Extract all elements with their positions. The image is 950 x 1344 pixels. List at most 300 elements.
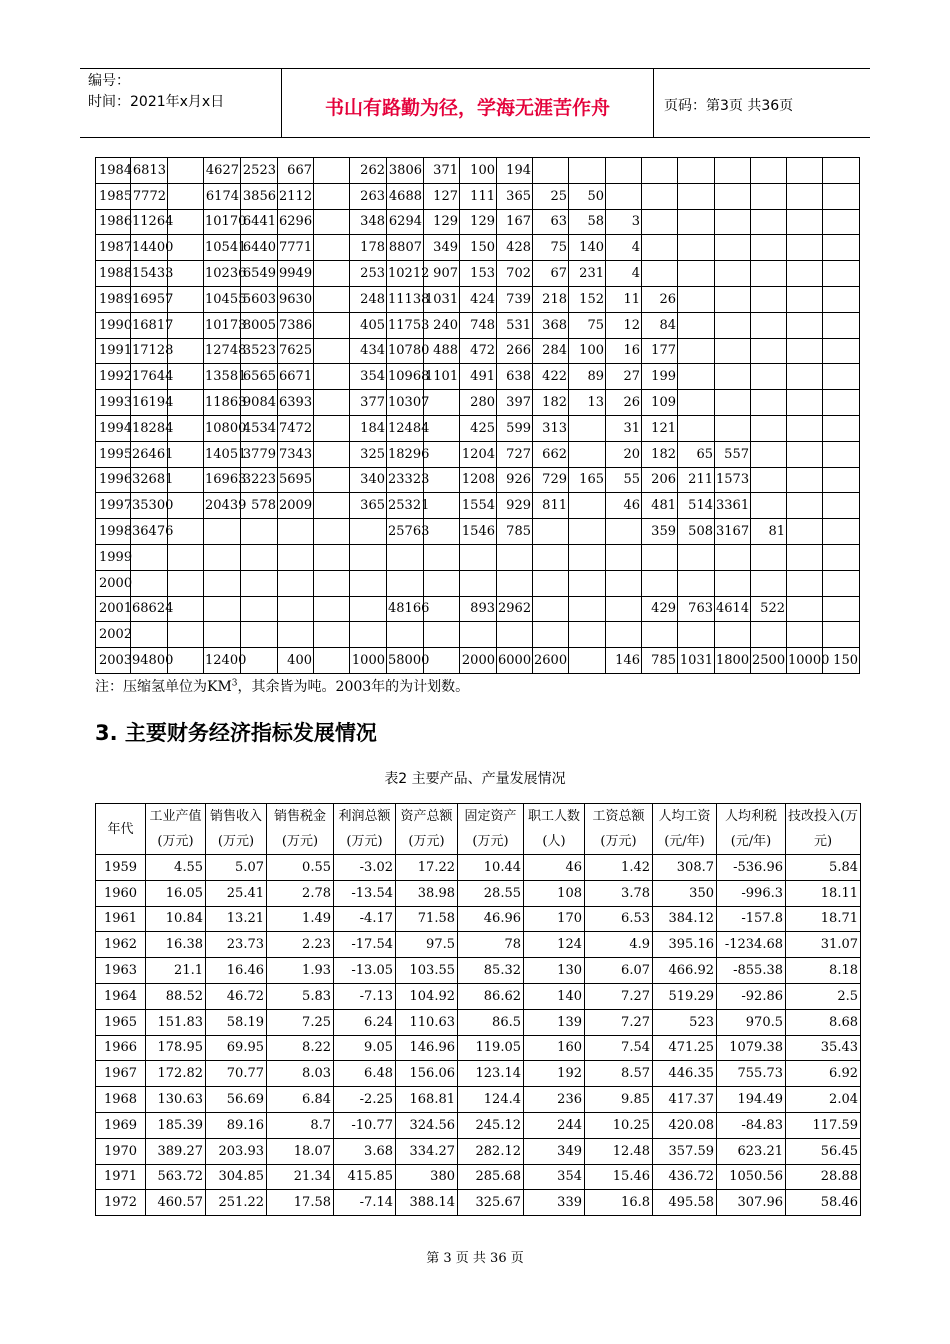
table-cell — [533, 596, 569, 622]
column-header: 人均工资(元/年) — [653, 804, 717, 855]
table-cell: 4.9 — [585, 932, 653, 958]
table-cell: 12 — [606, 312, 642, 338]
table-row — [96, 983, 861, 1009]
table-cell: 84 — [642, 312, 678, 338]
table-cell: 10173 — [204, 312, 241, 338]
table-cell — [569, 415, 606, 441]
table-cell: 371 — [424, 158, 460, 184]
table-cell — [314, 441, 350, 467]
table-cell — [314, 415, 350, 441]
table-row — [96, 338, 860, 364]
table-cell — [715, 622, 751, 648]
row-year: 1997 — [96, 493, 131, 519]
table-cell: 14051 — [204, 441, 241, 467]
note-text: 注：压缩氢单位为KM — [95, 679, 232, 695]
table-cell: 1204 — [460, 441, 497, 467]
table-cell — [278, 622, 314, 648]
table-cell — [168, 183, 204, 209]
table-cell: 6.48 — [334, 1061, 396, 1087]
table-cell: 129 — [460, 209, 497, 235]
table-cell: 97.5 — [396, 932, 458, 958]
table-row — [96, 1164, 861, 1190]
row-year: 1989 — [96, 286, 131, 312]
table-cell: 2000 — [460, 648, 497, 674]
table-cell — [751, 261, 787, 287]
table-cell: 4627 — [204, 158, 241, 184]
table-row — [96, 1035, 861, 1061]
table-cell: 1101 — [424, 364, 460, 390]
row-year: 1994 — [96, 415, 131, 441]
table-cell — [131, 622, 168, 648]
table-cell: 104.92 — [396, 983, 458, 1009]
table-cell — [823, 312, 860, 338]
table-cell — [314, 544, 350, 570]
table-cell: 13581 — [204, 364, 241, 390]
row-year: 1996 — [96, 467, 131, 493]
table-cell: 146.96 — [396, 1035, 458, 1061]
table-cell: 211 — [678, 467, 715, 493]
table-cell — [787, 467, 823, 493]
table-cell — [497, 622, 533, 648]
table-cell: 282.12 — [458, 1138, 524, 1164]
table-cell: 325.67 — [458, 1190, 524, 1216]
table-cell: 81 — [751, 519, 787, 545]
table-cell — [751, 570, 787, 596]
table-cell — [715, 209, 751, 235]
table-cell: 365 — [497, 183, 533, 209]
table-cell — [314, 596, 350, 622]
table-cell: 86.5 — [458, 1009, 524, 1035]
table-cell: 6000 — [497, 648, 533, 674]
table-cell: 130 — [524, 958, 585, 984]
table-cell: 3806 — [387, 158, 424, 184]
table-cell: 165 — [569, 467, 606, 493]
table-cell: 6.84 — [267, 1087, 334, 1113]
table-cell: 7625 — [278, 338, 314, 364]
table-cell — [424, 570, 460, 596]
table-row — [96, 1190, 861, 1216]
table-cell: 8005 — [241, 312, 278, 338]
table-cell: 25763 — [387, 519, 424, 545]
table-cell: 7.27 — [585, 1009, 653, 1035]
table-cell: 1000 — [350, 648, 387, 674]
table-cell — [314, 183, 350, 209]
table-cell: 89.16 — [206, 1112, 267, 1138]
table-cell — [751, 235, 787, 261]
table-cell: 156.06 — [396, 1061, 458, 1087]
table-cell: 231 — [569, 261, 606, 287]
table-cell: 8.18 — [786, 958, 861, 984]
table-cell: 10212 — [387, 261, 424, 287]
table-cell: 727 — [497, 441, 533, 467]
table-cell: 20 — [606, 441, 642, 467]
table-cell: 6294 — [387, 209, 424, 235]
table-cell: 67 — [533, 261, 569, 287]
table-cell — [314, 622, 350, 648]
table-cell: 380 — [396, 1164, 458, 1190]
table-cell: 6.92 — [786, 1061, 861, 1087]
table-cell: 325 — [350, 441, 387, 467]
table-cell: 244 — [524, 1112, 585, 1138]
table-cell: 1050.56 — [717, 1164, 786, 1190]
table-cell: 18296 — [387, 441, 424, 467]
table-cell: 94800 — [131, 648, 168, 674]
table-cell: 1546 — [460, 519, 497, 545]
table-cell: 307.96 — [717, 1190, 786, 1216]
table-cell: 563.72 — [146, 1164, 206, 1190]
table-cell: 400 — [278, 648, 314, 674]
table-row — [96, 648, 860, 674]
table-cell: 117.59 — [786, 1112, 861, 1138]
table-cell — [678, 286, 715, 312]
table-cell: 178 — [350, 235, 387, 261]
table-cell: -13.05 — [334, 958, 396, 984]
table-cell — [314, 286, 350, 312]
table-cell — [678, 183, 715, 209]
row-year: 1999 — [96, 544, 131, 570]
table-cell: 10170 — [204, 209, 241, 235]
page-footer: 第 3 页 共 36 页 — [426, 1251, 524, 1266]
table-cell — [823, 622, 860, 648]
table-cell — [460, 570, 497, 596]
table-cell: 7.25 — [267, 1009, 334, 1035]
table-cell — [569, 544, 606, 570]
table-cell: 75 — [569, 312, 606, 338]
table-cell — [241, 622, 278, 648]
table-cell: 1.49 — [267, 906, 334, 932]
table-row — [96, 183, 860, 209]
table-cell — [642, 235, 678, 261]
table-cell — [751, 441, 787, 467]
table-cell: 58.19 — [206, 1009, 267, 1035]
row-year: 2001 — [96, 596, 131, 622]
table-cell: 2009 — [278, 493, 314, 519]
table-cell — [678, 622, 715, 648]
table-cell — [387, 570, 424, 596]
table-cell: 12484 — [387, 415, 424, 441]
table-cell: 38.98 — [396, 880, 458, 906]
table-cell — [678, 364, 715, 390]
table-cell: 55 — [606, 467, 642, 493]
table-cell: 32681 — [131, 467, 168, 493]
table-row — [96, 958, 861, 984]
table-cell: 26 — [606, 390, 642, 416]
table-cell — [787, 338, 823, 364]
column-header: 职工人数(人) — [524, 804, 585, 855]
row-year: 1960 — [96, 880, 146, 906]
table-cell: 100 — [569, 338, 606, 364]
table-cell — [168, 622, 204, 648]
row-year: 2000 — [96, 570, 131, 596]
table-cell: 21.1 — [146, 958, 206, 984]
table-cell: -3.02 — [334, 855, 396, 881]
table-cell: 422 — [533, 364, 569, 390]
table-cell — [787, 312, 823, 338]
table-cell — [642, 209, 678, 235]
table-cell — [823, 544, 860, 570]
table-cell: 3167 — [715, 519, 751, 545]
table-row — [96, 1061, 861, 1087]
financial-table — [95, 803, 861, 1216]
table-cell — [569, 570, 606, 596]
table-cell: 417.37 — [653, 1087, 717, 1113]
table-cell — [314, 261, 350, 287]
table-cell: 253 — [350, 261, 387, 287]
table-cell: 359 — [642, 519, 678, 545]
row-year: 1988 — [96, 261, 131, 287]
table-cell: 139 — [524, 1009, 585, 1035]
table-cell — [751, 286, 787, 312]
table-cell: 6671 — [278, 364, 314, 390]
table-cell: 349 — [424, 235, 460, 261]
row-year: 1967 — [96, 1061, 146, 1087]
row-year: 1961 — [96, 906, 146, 932]
table-row — [96, 286, 860, 312]
table-cell: 8.22 — [267, 1035, 334, 1061]
table-cell: 304.85 — [206, 1164, 267, 1190]
table-cell: 199 — [642, 364, 678, 390]
table-cell: 28.88 — [786, 1164, 861, 1190]
table-cell: 7772 — [131, 183, 168, 209]
table-cell — [314, 467, 350, 493]
table-cell: 1554 — [460, 493, 497, 519]
table-cell: 4688 — [387, 183, 424, 209]
row-year: 1995 — [96, 441, 131, 467]
table-cell: 88.52 — [146, 983, 206, 1009]
table-cell: 308.7 — [653, 855, 717, 881]
table-cell: 7.27 — [585, 983, 653, 1009]
table-cell: 5695 — [278, 467, 314, 493]
table-cell: 8807 — [387, 235, 424, 261]
table-cell: 10307 — [387, 390, 424, 416]
table-cell: 2112 — [278, 183, 314, 209]
table-cell — [787, 441, 823, 467]
table-cell — [533, 544, 569, 570]
table-cell — [168, 570, 204, 596]
table-cell: 5.83 — [267, 983, 334, 1009]
table-cell — [751, 312, 787, 338]
table-cell: 2523 — [241, 158, 278, 184]
table-row — [96, 622, 860, 648]
table-cell: -92.86 — [717, 983, 786, 1009]
table-cell — [751, 390, 787, 416]
table-cell: 2500 — [751, 648, 787, 674]
table-cell: 69.95 — [206, 1035, 267, 1061]
table-cell — [241, 570, 278, 596]
table-cell: 523 — [653, 1009, 717, 1035]
table-cell — [823, 286, 860, 312]
table-cell: 313 — [533, 415, 569, 441]
column-header: 销售税金(万元) — [267, 804, 334, 855]
table-row — [96, 364, 860, 390]
table-cell: 46 — [606, 493, 642, 519]
table-cell: 2.23 — [267, 932, 334, 958]
row-year: 2003 — [96, 648, 131, 674]
table-cell — [678, 261, 715, 287]
table-cell: 110.63 — [396, 1009, 458, 1035]
table-cell: 35300 — [131, 493, 168, 519]
table-cell — [533, 570, 569, 596]
note-text-after: ，其余皆为吨。2003年的为计划数。 — [237, 679, 470, 695]
table-cell: 9.05 — [334, 1035, 396, 1061]
table-cell: 31.07 — [786, 932, 861, 958]
table-cell: 28.55 — [458, 880, 524, 906]
table-cell: 11264 — [131, 209, 168, 235]
table-cell: 58 — [569, 209, 606, 235]
table-cell: 514 — [678, 493, 715, 519]
table-cell: 177 — [642, 338, 678, 364]
table-cell: 218 — [533, 286, 569, 312]
row-year: 1962 — [96, 932, 146, 958]
table-cell: 251.22 — [206, 1190, 267, 1216]
table-cell — [278, 596, 314, 622]
row-year: 1972 — [96, 1190, 146, 1216]
table-cell — [387, 544, 424, 570]
table-cell: 1573 — [715, 467, 751, 493]
table-cell: 970.5 — [717, 1009, 786, 1035]
table-cell: 3.78 — [585, 880, 653, 906]
table-cell — [168, 158, 204, 184]
table-cell: -7.14 — [334, 1190, 396, 1216]
table-cell: 4614 — [715, 596, 751, 622]
table-cell: 7386 — [278, 312, 314, 338]
table-cell: 27 — [606, 364, 642, 390]
table-cell — [606, 544, 642, 570]
table-cell — [715, 544, 751, 570]
table-cell: 10800 — [204, 415, 241, 441]
table-cell — [751, 544, 787, 570]
table-cell: 11863 — [204, 390, 241, 416]
table-cell — [787, 261, 823, 287]
table-cell: 172.82 — [146, 1061, 206, 1087]
table-cell: 6174 — [204, 183, 241, 209]
table-cell — [314, 570, 350, 596]
table-cell — [751, 415, 787, 441]
table-cell: 446.35 — [653, 1061, 717, 1087]
table-cell — [204, 596, 241, 622]
table-cell: 123.14 — [458, 1061, 524, 1087]
table-cell — [678, 570, 715, 596]
table-cell: 7472 — [278, 415, 314, 441]
table-cell: 46.96 — [458, 906, 524, 932]
table-cell: 185.39 — [146, 1112, 206, 1138]
table-cell: 763 — [678, 596, 715, 622]
table-cell — [642, 544, 678, 570]
table-cell — [314, 338, 350, 364]
table-row — [96, 1087, 861, 1113]
table-cell: 893 — [460, 596, 497, 622]
table-cell: 531 — [497, 312, 533, 338]
table-cell — [460, 544, 497, 570]
column-header: 人均利税(元/年) — [717, 804, 786, 855]
table-cell — [569, 648, 606, 674]
table-cell — [787, 519, 823, 545]
table-cell: 434 — [350, 338, 387, 364]
table-cell: 63 — [533, 209, 569, 235]
row-year: 2002 — [96, 622, 131, 648]
table-cell: 5603 — [241, 286, 278, 312]
table-cell: 907 — [424, 261, 460, 287]
table-cell: 10.84 — [146, 906, 206, 932]
table-cell: 16963 — [204, 467, 241, 493]
table-cell: 11753 — [387, 312, 424, 338]
table-cell — [314, 648, 350, 674]
table-cell: 3223 — [241, 467, 278, 493]
table-cell: 75 — [533, 235, 569, 261]
table-cell: 129 — [424, 209, 460, 235]
table-cell: 119.05 — [458, 1035, 524, 1061]
table-cell: 17644 — [131, 364, 168, 390]
table-cell — [715, 338, 751, 364]
table-cell: 436.72 — [653, 1164, 717, 1190]
table-row — [96, 1138, 861, 1164]
table-cell: 429 — [642, 596, 678, 622]
table-cell: -13.54 — [334, 880, 396, 906]
table-cell: 78 — [458, 932, 524, 958]
table-row — [96, 544, 860, 570]
table-cell — [387, 622, 424, 648]
table-cell — [715, 570, 751, 596]
table-cell — [569, 519, 606, 545]
table-cell: 5.84 — [786, 855, 861, 881]
table-cell: 26461 — [131, 441, 168, 467]
table-cell: 7771 — [278, 235, 314, 261]
table-row — [96, 441, 860, 467]
table-caption: 表2 主要产品、产量发展情况 — [384, 771, 566, 787]
table-cell: 10000 — [787, 648, 823, 674]
table-cell: -536.96 — [717, 855, 786, 881]
table-cell: 71.58 — [396, 906, 458, 932]
table-cell: 667 — [278, 158, 314, 184]
table-cell: 460.57 — [146, 1190, 206, 1216]
table-cell: 3361 — [715, 493, 751, 519]
table-cell: 85.32 — [458, 958, 524, 984]
table-cell: 26 — [642, 286, 678, 312]
table-cell — [715, 312, 751, 338]
table-cell: 16.38 — [146, 932, 206, 958]
table-cell — [715, 390, 751, 416]
table-cell: 12.48 — [585, 1138, 653, 1164]
table-cell: 3.68 — [334, 1138, 396, 1164]
row-year: 1970 — [96, 1138, 146, 1164]
table-cell: 194.49 — [717, 1087, 786, 1113]
row-year: 1986 — [96, 209, 131, 235]
table-cell — [823, 390, 860, 416]
table-cell: 10968 — [387, 364, 424, 390]
table-cell: 0.55 — [267, 855, 334, 881]
row-year: 1992 — [96, 364, 131, 390]
row-year: 1991 — [96, 338, 131, 364]
table-cell: 10541 — [204, 235, 241, 261]
table-cell: 357.59 — [653, 1138, 717, 1164]
table-cell: 405 — [350, 312, 387, 338]
row-year: 1969 — [96, 1112, 146, 1138]
note-superscript: 3 — [231, 678, 238, 689]
table-cell — [823, 209, 860, 235]
table-cell: 1079.38 — [717, 1035, 786, 1061]
table-cell: 184 — [350, 415, 387, 441]
table-cell: 10236 — [204, 261, 241, 287]
table-cell: 14400 — [131, 235, 168, 261]
table-cell: 365 — [350, 493, 387, 519]
table-cell: 1031 — [678, 648, 715, 674]
table-cell: 785 — [642, 648, 678, 674]
table-cell — [787, 596, 823, 622]
row-year: 1993 — [96, 390, 131, 416]
table-cell: 8.57 — [585, 1061, 653, 1087]
table-cell: 4 — [606, 235, 642, 261]
table-cell — [606, 183, 642, 209]
